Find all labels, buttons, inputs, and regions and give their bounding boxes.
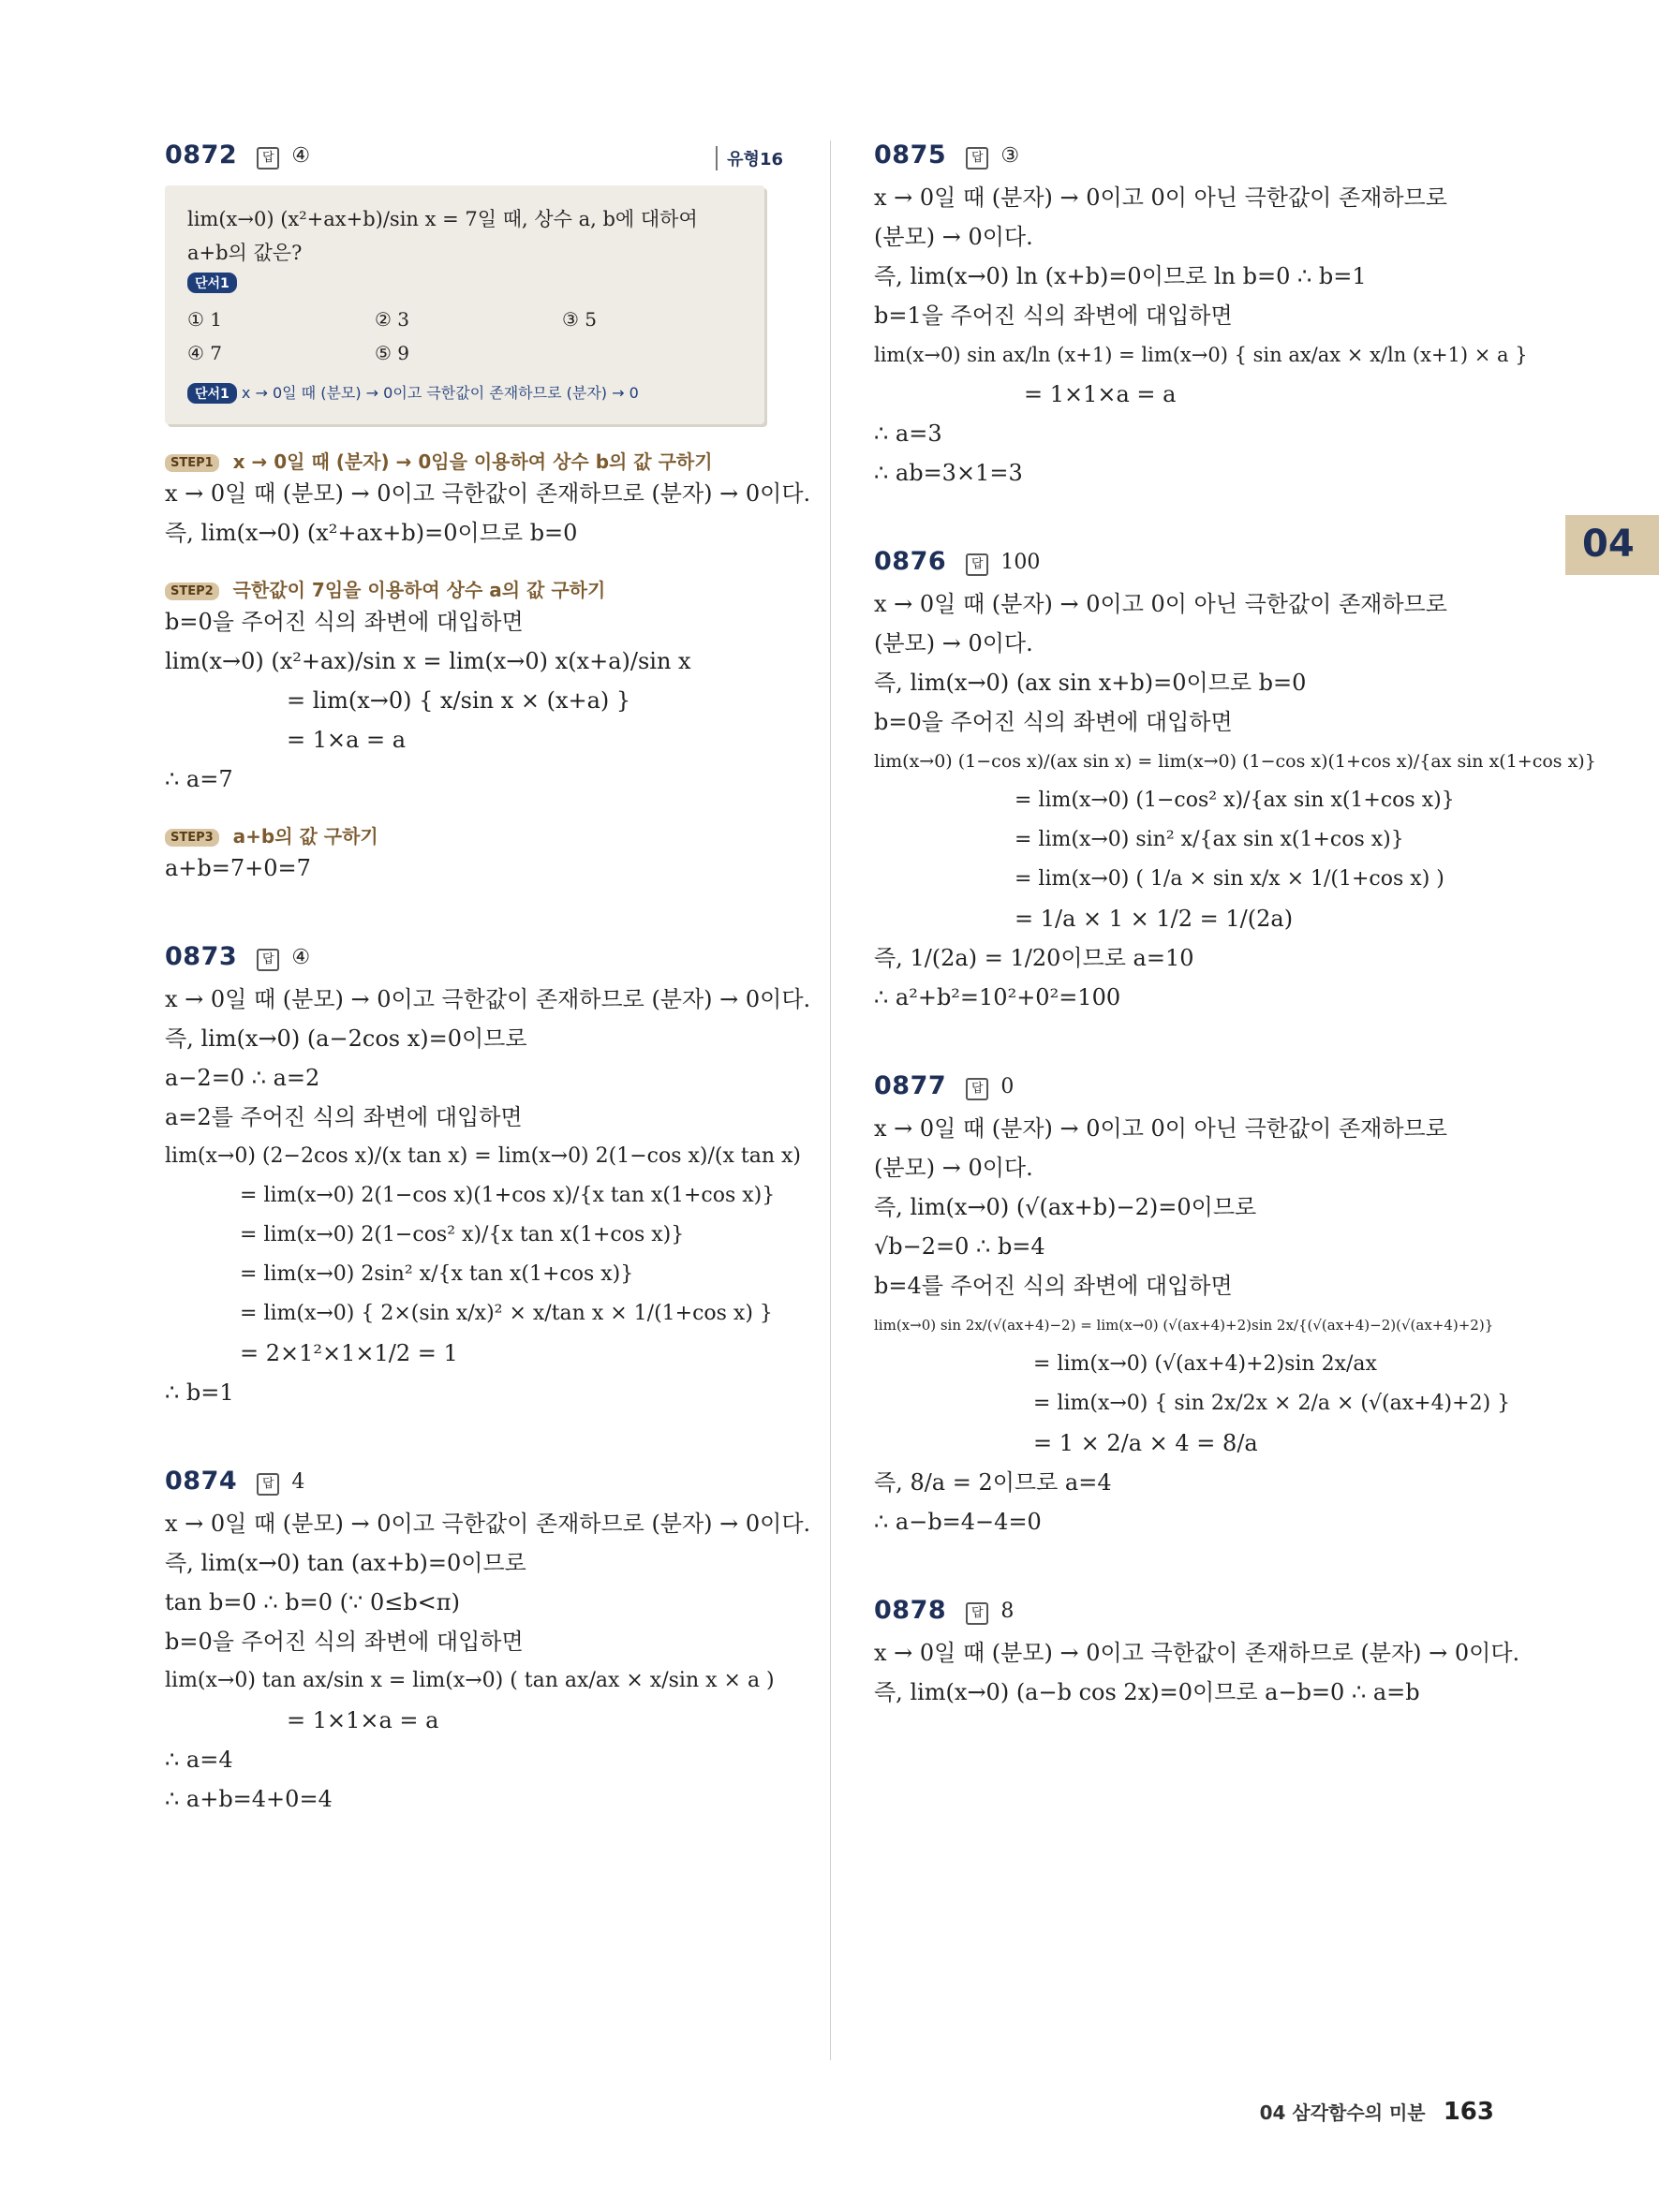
option: ② 3 bbox=[375, 308, 410, 331]
solution-line: x → 0일 때 (분모) → 0이고 극한값이 존재하므로 (분자) → 0이다. bbox=[165, 1511, 811, 1537]
step-heading bbox=[165, 821, 783, 848]
answer-badge: 답 bbox=[966, 1602, 988, 1625]
solution-line: ∴ a−b=4−4=0 bbox=[874, 1509, 1042, 1535]
page-number: 163 bbox=[1443, 2098, 1494, 2126]
step-title: x → 0일 때 (분자) → 0임을 이용하여 상수 b의 값 구하기 bbox=[232, 450, 713, 473]
problem-0875 bbox=[874, 140, 1528, 493]
solution-line: = lim(x→0) { sin 2x/2x × 2/a × (√(ax+4)+2) } bbox=[1033, 1392, 1511, 1415]
problem-number: 0876 bbox=[874, 547, 947, 576]
solution-line: a−2=0 ∴ a=2 bbox=[165, 1065, 320, 1091]
solution-line: ∴ a+b=4+0=4 bbox=[165, 1786, 333, 1812]
solution-line: ∴ a=3 bbox=[874, 420, 942, 447]
step-badge: STEP3 bbox=[165, 829, 219, 847]
solution-line: ∴ a=7 bbox=[165, 766, 233, 792]
question-box bbox=[165, 185, 764, 424]
solution-line: a+b=7+0=7 bbox=[165, 855, 311, 881]
solution-line: b=0을 주어진 식의 좌변에 대입하면 bbox=[165, 1629, 524, 1655]
answer-value: 0 bbox=[1000, 1075, 1015, 1099]
options bbox=[187, 308, 742, 364]
solution-line: x → 0일 때 (분모) → 0이고 극한값이 존재하므로 (분자) → 0이다. bbox=[874, 1640, 1520, 1666]
answer-value: ④ bbox=[291, 144, 311, 168]
solution-line: = 1×1×a = a bbox=[287, 1707, 439, 1733]
solution-line: 즉, 1/(2a) = 1/20이므로 a=10 bbox=[874, 945, 1194, 971]
problem-0876 bbox=[874, 547, 1596, 1017]
solution-line: ∴ b=1 bbox=[165, 1379, 234, 1406]
option: ⑤ 9 bbox=[375, 342, 410, 364]
solution-line: x → 0일 때 (분자) → 0이고 0이 아닌 극한값이 존재하므로 bbox=[874, 1115, 1447, 1142]
problem-number: 0877 bbox=[874, 1071, 947, 1100]
solution-line: a=2를 주어진 식의 좌변에 대입하면 bbox=[165, 1104, 523, 1130]
problem-number: 0874 bbox=[165, 1467, 238, 1496]
solution-line: = lim(x→0) 2sin² x/{x tan x(1+cos x)} bbox=[240, 1262, 634, 1286]
solution-line: = 1/a × 1 × 1/2 = 1/(2a) bbox=[1015, 906, 1294, 932]
problem-0878 bbox=[874, 1596, 1520, 1712]
solution-line: = lim(x→0) (√(ax+4)+2)sin 2x/ax bbox=[1033, 1352, 1377, 1376]
hint-line bbox=[187, 381, 742, 404]
solution-line: x → 0일 때 (분자) → 0이고 0이 아닌 극한값이 존재하므로 bbox=[874, 184, 1447, 211]
solution-line: x → 0일 때 (분모) → 0이고 극한값이 존재하므로 (분자) → 0이다. bbox=[165, 986, 811, 1012]
step-title: 극한값이 7임을 이용하여 상수 a의 값 구하기 bbox=[232, 579, 606, 601]
solution-line: 즉, lim(x→0) tan (ax+b)=0이므로 bbox=[165, 1550, 526, 1576]
problem-0874 bbox=[165, 1467, 811, 1819]
answer-value: 4 bbox=[291, 1470, 305, 1494]
hint-badge: 단서1 bbox=[187, 273, 237, 293]
solution-line: x → 0일 때 (분자) → 0이고 0이 아닌 극한값이 존재하므로 bbox=[874, 591, 1447, 617]
answer-badge: 답 bbox=[966, 1078, 988, 1100]
solution-line: lim(x→0) tan ax/sin x = lim(x→0) ( tan ax/ax × x/sin x × a ) bbox=[165, 1669, 775, 1692]
solution-line: = lim(x→0) (1−cos² x)/{ax sin x(1+cos x)} bbox=[1015, 789, 1455, 812]
problem-number: 0875 bbox=[874, 140, 947, 170]
solution-line: = lim(x→0) sin² x/{ax sin x(1+cos x)} bbox=[1015, 828, 1404, 851]
answer-badge: 답 bbox=[257, 949, 279, 971]
solution-line: ∴ ab=3×1=3 bbox=[874, 460, 1023, 486]
solution-line: lim(x→0) sin ax/ln (x+1) = lim(x→0) { sin ax/ax × x/ln (x+1) × a } bbox=[874, 344, 1528, 366]
solution-line: lim(x→0) (2−2cos x)/(x tan x) = lim(x→0) 2(1−cos x)/(x tan x) bbox=[165, 1144, 801, 1168]
footer-chapter: 04 삼각함수의 미분 bbox=[1259, 2101, 1426, 2124]
answer-value: ③ bbox=[1000, 144, 1020, 168]
option: ③ 5 bbox=[562, 308, 598, 331]
step-badge: STEP1 bbox=[165, 454, 219, 472]
step-heading bbox=[165, 447, 783, 474]
problem-number: 0873 bbox=[165, 942, 238, 971]
step-badge: STEP2 bbox=[165, 582, 219, 600]
solution-line: = lim(x→0) { 2×(sin x/x)² × x/tan x × 1/(1+cos x) } bbox=[240, 1302, 773, 1325]
solution-line: b=0을 주어진 식의 좌변에 대입하면 bbox=[165, 609, 524, 635]
solution-line: b=4를 주어진 식의 좌변에 대입하면 bbox=[874, 1273, 1233, 1299]
page-footer bbox=[1260, 2098, 1494, 2126]
solution-line: 즉, lim(x→0) (ax sin x+b)=0이므로 b=0 bbox=[874, 670, 1307, 696]
solution-line: (분모) → 0이다. bbox=[874, 630, 1033, 656]
solution-line: (분모) → 0이다. bbox=[874, 1155, 1033, 1181]
option: ① 1 bbox=[187, 308, 223, 331]
question-text: lim(x→0) (x²+ax+b)/sin x = 7일 때, 상수 a, b에 대하여 a+b의 값은? bbox=[187, 208, 698, 264]
solution-line: 즉, 8/a = 2이므로 a=4 bbox=[874, 1469, 1112, 1496]
answer-badge: 답 bbox=[966, 147, 988, 170]
solution-line: 즉, lim(x→0) (√(ax+b)−2)=0이므로 bbox=[874, 1194, 1257, 1220]
solution-line: tan b=0 ∴ b=0 (∵ 0≤b<π) bbox=[165, 1589, 460, 1615]
solution-line: lim(x→0) (x²+ax)/sin x = lim(x→0) x(x+a)/sin x bbox=[165, 648, 691, 674]
solution-line: 즉, lim(x→0) (x²+ax+b)=0이므로 b=0 bbox=[165, 520, 578, 546]
column-divider bbox=[830, 140, 831, 2060]
solution-line: = 1 × 2/a × 4 = 8/a bbox=[1033, 1430, 1258, 1456]
problem-0877 bbox=[874, 1071, 1511, 1541]
answer-badge: 답 bbox=[257, 1473, 279, 1496]
option: ④ 7 bbox=[187, 342, 223, 364]
hint-text: x → 0일 때 (분모) → 0이고 극한값이 존재하므로 (분자) → 0 bbox=[241, 384, 639, 402]
chapter-tab-label: 04 bbox=[1582, 523, 1635, 566]
problem-number: 0872 bbox=[165, 140, 238, 170]
solution-line: 즉, lim(x→0) (a−2cos x)=0이므로 bbox=[165, 1025, 527, 1052]
solution-line: 즉, lim(x→0) (a−b cos 2x)=0이므로 a−b=0 ∴ a=b bbox=[874, 1679, 1420, 1705]
answer-badge: 답 bbox=[257, 147, 279, 170]
solution-line: b=0을 주어진 식의 좌변에 대입하면 bbox=[874, 709, 1233, 735]
hint-badge: 단서1 bbox=[187, 383, 237, 404]
solution-line: = 1×a = a bbox=[287, 727, 407, 753]
solution-line: = lim(x→0) ( 1/a × sin x/x × 1/(1+cos x) ) bbox=[1015, 867, 1444, 891]
problem-0872 bbox=[165, 140, 811, 888]
answer-badge: 답 bbox=[966, 553, 988, 576]
solution-line: x → 0일 때 (분모) → 0이고 극한값이 존재하므로 (분자) → 0이다. bbox=[165, 480, 811, 507]
answer-value: ④ bbox=[291, 946, 311, 969]
solution-line: = lim(x→0) 2(1−cos x)(1+cos x)/{x tan x(1+cos x)} bbox=[240, 1184, 776, 1207]
solution-line: √b−2=0 ∴ b=4 bbox=[874, 1233, 1045, 1260]
solution-line: ∴ a²+b²=10²+0²=100 bbox=[874, 984, 1121, 1010]
problem-0873 bbox=[165, 942, 811, 1412]
type-tag: 유형16 bbox=[716, 146, 783, 170]
step-heading bbox=[165, 575, 783, 602]
solution-line: (분모) → 0이다. bbox=[874, 224, 1033, 250]
solution-line: lim(x→0) (1−cos x)/(ax sin x) = lim(x→0) (1−cos x)(1+cos x)/{ax sin x(1+cos x)} bbox=[874, 751, 1596, 772]
solution-line: 즉, lim(x→0) ln (x+b)=0이므로 ln b=0 ∴ b=1 bbox=[874, 263, 1367, 289]
chapter-tab bbox=[1565, 515, 1659, 575]
solution-line: = 2×1²×1×1/2 = 1 bbox=[240, 1340, 458, 1366]
solution-line: lim(x→0) sin 2x/(√(ax+4)−2) = lim(x→0) (√(ax+4)+2)sin 2x/{(√(ax+4)−2)(√(ax+4)+2)} bbox=[874, 1317, 1494, 1334]
solution-line: ∴ a=4 bbox=[165, 1747, 233, 1773]
step-title: a+b의 값 구하기 bbox=[232, 825, 378, 848]
answer-value: 8 bbox=[1000, 1600, 1015, 1623]
solution-line: = lim(x→0) { x/sin x × (x+a) } bbox=[287, 687, 631, 714]
solution-line: = 1×1×a = a bbox=[1024, 381, 1177, 407]
solution-line: b=1을 주어진 식의 좌변에 대입하면 bbox=[874, 302, 1233, 329]
right-column bbox=[874, 140, 1596, 1712]
left-column bbox=[165, 140, 811, 1819]
solution-line: = lim(x→0) 2(1−cos² x)/{x tan x(1+cos x)} bbox=[240, 1223, 685, 1246]
problem-number: 0878 bbox=[874, 1596, 947, 1625]
answer-value: 100 bbox=[1000, 551, 1041, 574]
